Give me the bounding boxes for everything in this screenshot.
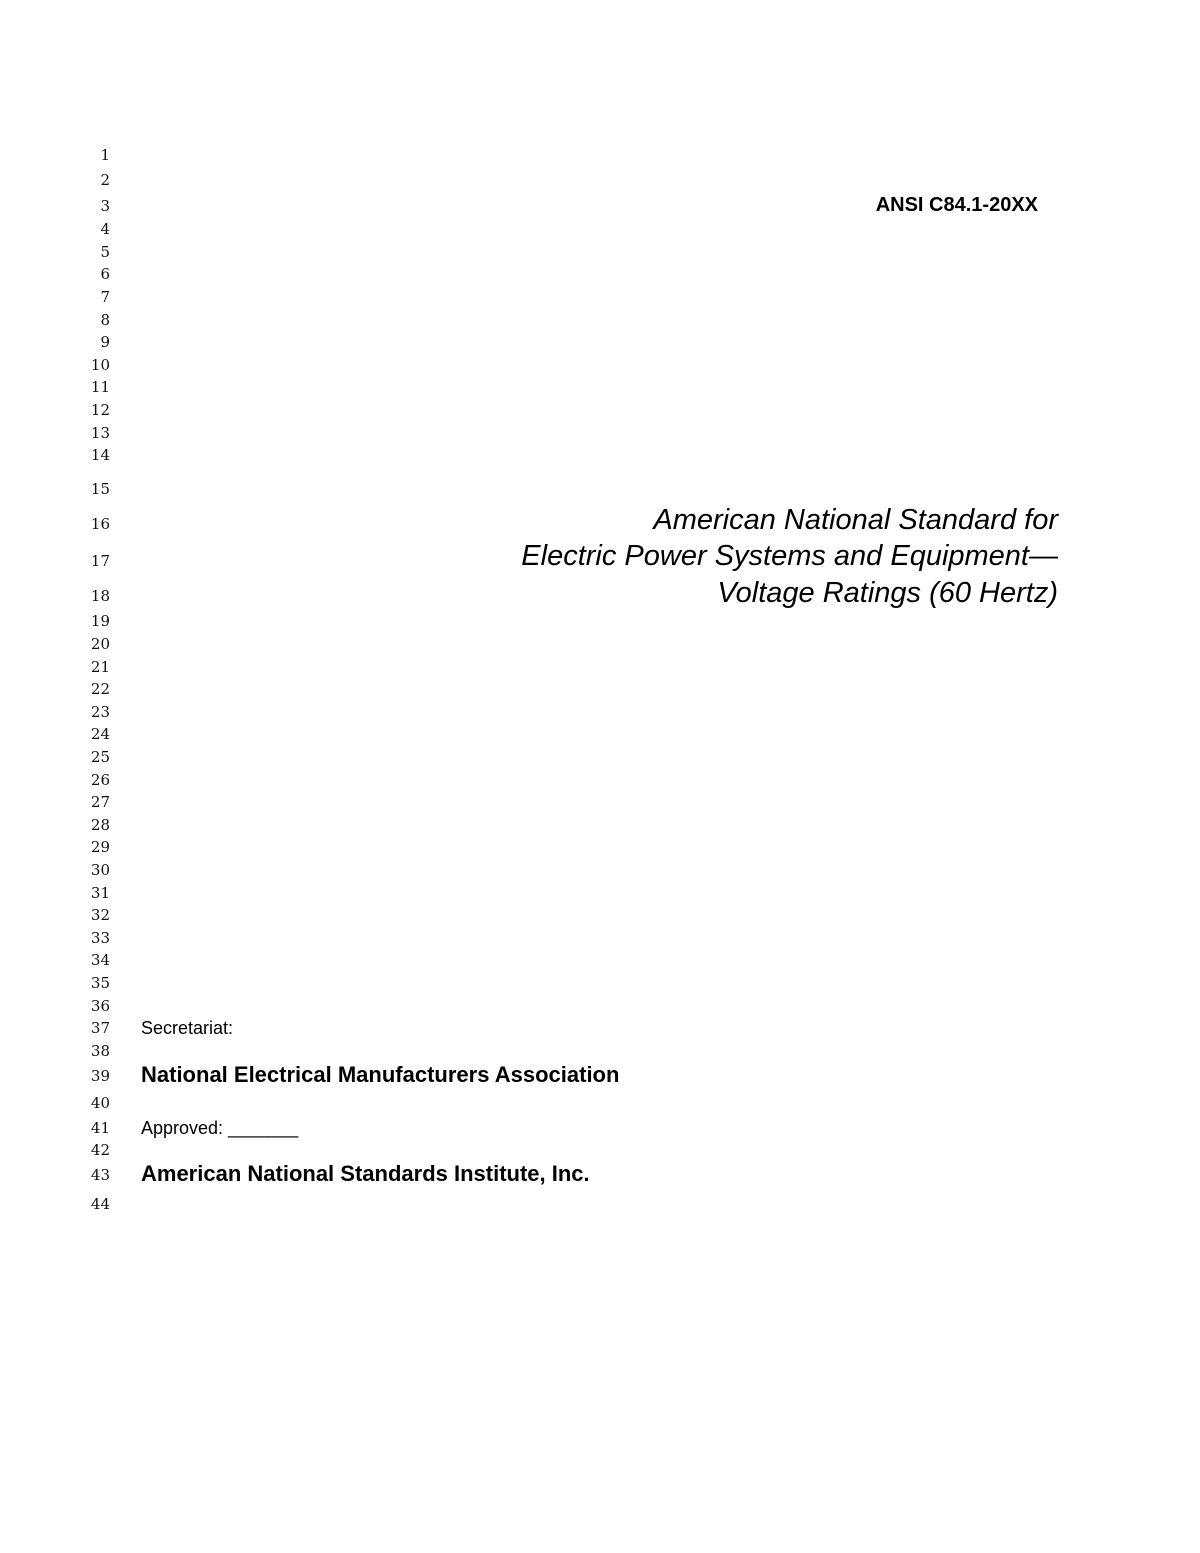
line-number: 21: [90, 658, 110, 676]
line-number: 1: [100, 146, 110, 164]
line-number: 10: [90, 356, 110, 374]
line-number: 29: [90, 838, 110, 856]
line-number: 24: [90, 725, 110, 743]
line-number: 44: [90, 1195, 110, 1213]
line-number: 17: [90, 552, 110, 570]
approving-organization: American National Standards Institute, Inc.: [141, 1161, 590, 1186]
line-number: 39: [90, 1067, 110, 1085]
line-number: 5: [100, 243, 110, 261]
line-number: 2: [100, 171, 110, 189]
line-number: 14: [90, 446, 110, 464]
line-number: 35: [90, 974, 110, 992]
line-number: 7: [100, 288, 110, 306]
line-number: 36: [90, 997, 110, 1015]
line-number: 12: [90, 401, 110, 419]
line-number: 37: [90, 1019, 110, 1037]
line-number: 13: [90, 424, 110, 442]
line-number: 25: [90, 748, 110, 766]
line-number: 19: [90, 612, 110, 630]
line-number: 9: [100, 333, 110, 351]
line-number: 20: [90, 635, 110, 653]
line-number: 4: [100, 220, 110, 238]
line-number: 15: [90, 480, 110, 498]
line-number: 6: [100, 265, 110, 283]
line-number: 31: [90, 884, 110, 902]
secretariat-organization: National Electrical Manufacturers Association: [141, 1062, 620, 1087]
line-number: 38: [90, 1042, 110, 1060]
line-number: 8: [100, 311, 110, 329]
line-number: 3: [100, 197, 110, 215]
title-line-2: Electric Power Systems and Equipment—: [521, 540, 1058, 572]
line-number: 18: [90, 587, 110, 605]
line-number-gutter: [0, 0, 110, 1553]
line-number: 33: [90, 929, 110, 947]
line-number: 32: [90, 906, 110, 924]
line-number: 30: [90, 861, 110, 879]
approved-label: Approved: _______: [141, 1118, 299, 1138]
title-line-1: American National Standard for: [653, 504, 1058, 536]
title-line-3: Voltage Ratings (60 Hertz): [717, 577, 1058, 609]
line-number: 11: [90, 378, 110, 396]
line-number: 43: [90, 1166, 110, 1184]
line-number: 23: [90, 703, 110, 721]
line-number: 42: [90, 1141, 110, 1159]
line-number: 16: [90, 515, 110, 533]
standard-designation: ANSI C84.1-20XX: [875, 194, 1038, 216]
secretariat-label: Secretariat:: [141, 1018, 234, 1038]
line-number: 22: [90, 680, 110, 698]
line-number: 34: [90, 951, 110, 969]
line-number: 40: [90, 1094, 110, 1112]
line-number: 41: [90, 1119, 110, 1137]
line-number: 27: [90, 793, 110, 811]
line-number: 26: [90, 771, 110, 789]
line-number: 28: [90, 816, 110, 834]
